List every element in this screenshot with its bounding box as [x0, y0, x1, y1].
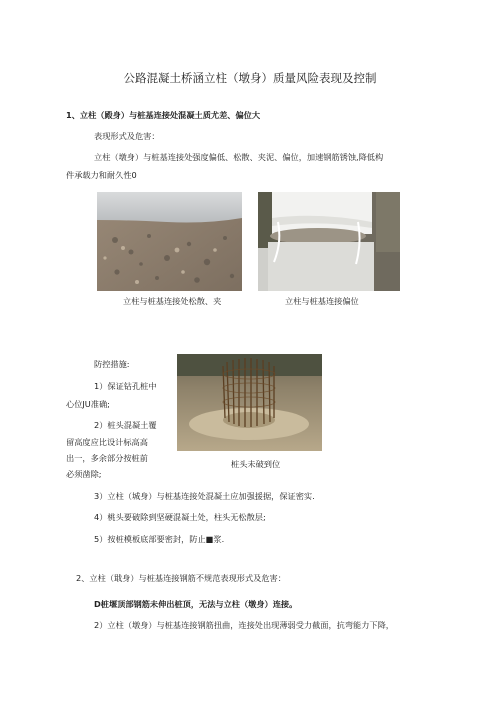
- section-1-subheading: 表现形式及危害：: [94, 131, 160, 141]
- measure-3: 3）立柱（城身）与桩基连接处混凝土应加强援据，保证密实.: [94, 491, 315, 501]
- section-2-paragraph-2: 2）立柱（墩身）与桩基连接钢筋扭曲，连接处出现薄弱受力截面，抗弯能力下降，: [94, 620, 394, 630]
- measure-1-line-1: 1）保证钻孔桩中: [94, 381, 157, 391]
- prevention-label: 防控措施:: [94, 359, 130, 369]
- photo-2-caption: 立柱与桩基连接偏位: [285, 296, 359, 306]
- section-1-heading: 1、立柱（殿身）与桩基连接处混凝土质尤差、偏位大: [66, 110, 261, 120]
- measure-1-line-2: 心位JU准确;: [66, 399, 110, 409]
- section-1-description-line-1: 立柱（墩身）与桩基连接处强度偏低、松散、夹泥、偏位，加速钢筋锈蚀,降低构: [94, 152, 384, 162]
- photo-column-offset: [258, 192, 400, 291]
- measure-2-line-2: 留高度应比设计标高高: [66, 437, 148, 447]
- photo-3-caption: 桩头未破到位: [231, 459, 281, 469]
- photo-loose-concrete-joint: [97, 192, 242, 291]
- section-2-paragraph-1: D桩堰顶部钢筋未伸出桩顶，无法与立柱（墩身）连接。: [94, 599, 298, 609]
- measure-2-line-1: 2）桩头混凝土覆: [94, 420, 157, 430]
- measure-2-line-3: 出一，多余部分按桩前: [66, 453, 148, 463]
- measure-4: 4）桃头要破除到坚硬混凝土处，柱头无松散层;: [94, 512, 266, 522]
- measure-2-line-4: 必须凿除;: [66, 469, 102, 479]
- section-2-heading: 2、立柱（戢身）与桩基连接钢筋不规范表现形式及危害：: [76, 573, 286, 583]
- measure-5: 5）按桩模板底部要密封，防止■浆.: [94, 534, 225, 544]
- section-1-description-line-2: 件承载力和耐久性0: [66, 170, 137, 180]
- photo-pile-head: [177, 354, 322, 451]
- photo-1-caption: 立柱与桩基连接处松散、夹: [123, 296, 222, 306]
- page-title: 公路混凝土桥涵立柱（墩身）质量风险表现及控制: [123, 71, 377, 85]
